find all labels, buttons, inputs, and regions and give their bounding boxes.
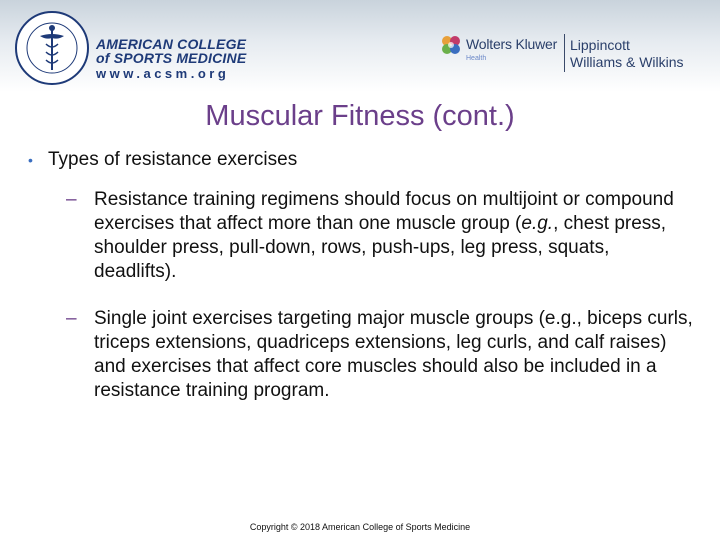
acsm-seal-logo <box>14 10 90 86</box>
imprint-line1: Lippincott <box>570 37 630 53</box>
acsm-name-line2 <box>96 51 246 65</box>
sub-bullet-text-part: Resistance training regimens should focus on multijoint or compound exercises that affect more than one muscle group ( <box>94 189 674 234</box>
slide-body <box>28 148 708 426</box>
bullet-item <box>28 148 708 172</box>
acsm-name-line1: AMERICAN COLLEGE <box>96 36 247 52</box>
wolters-kluwer-icon <box>440 34 462 56</box>
imprint-name <box>570 37 684 71</box>
bullet-text: Types of resistance exercises <box>48 149 298 170</box>
sub-bullet-italic: e.g. <box>521 213 554 234</box>
sub-bullet-text-part: , chest press, shoulder press, pull-down, rows, push-ups, leg press, squats, deadlifts). <box>94 213 667 282</box>
acsm-sports-medicine: SPORTS MEDICINE <box>113 50 247 66</box>
slide-title <box>0 100 720 133</box>
acsm-of: of <box>96 50 114 66</box>
copyright-footer: Copyright © 2018 American College of Sports Medicine <box>249 522 471 532</box>
sub-bullet-text: Single joint exercises targeting major muscle groups (e.g., biceps curls, triceps extensions, quadriceps extensions, leg curls, and calf raises) and exercises that affect core muscles should also be included in a resistance training program. <box>94 308 693 401</box>
sub-bullet-list <box>28 188 708 403</box>
bullet-marker: • <box>28 152 33 168</box>
publisher-name: Wolters Kluwer <box>466 36 558 52</box>
imprint-line2: Williams & Wilkins <box>570 54 684 70</box>
slide-title-text: Muscular Fitness (cont.) <box>205 100 515 132</box>
sub-bullet-marker: – <box>66 308 77 329</box>
header-divider <box>0 91 720 92</box>
publisher-divider <box>564 34 565 72</box>
sub-bullet-marker: – <box>66 189 77 210</box>
acsm-wordmark <box>96 37 246 80</box>
sub-bullet-item <box>66 307 694 403</box>
publisher-division: Health <box>466 55 487 62</box>
sub-bullet-item <box>66 188 694 284</box>
acsm-url: www.acsm.org <box>96 66 230 81</box>
